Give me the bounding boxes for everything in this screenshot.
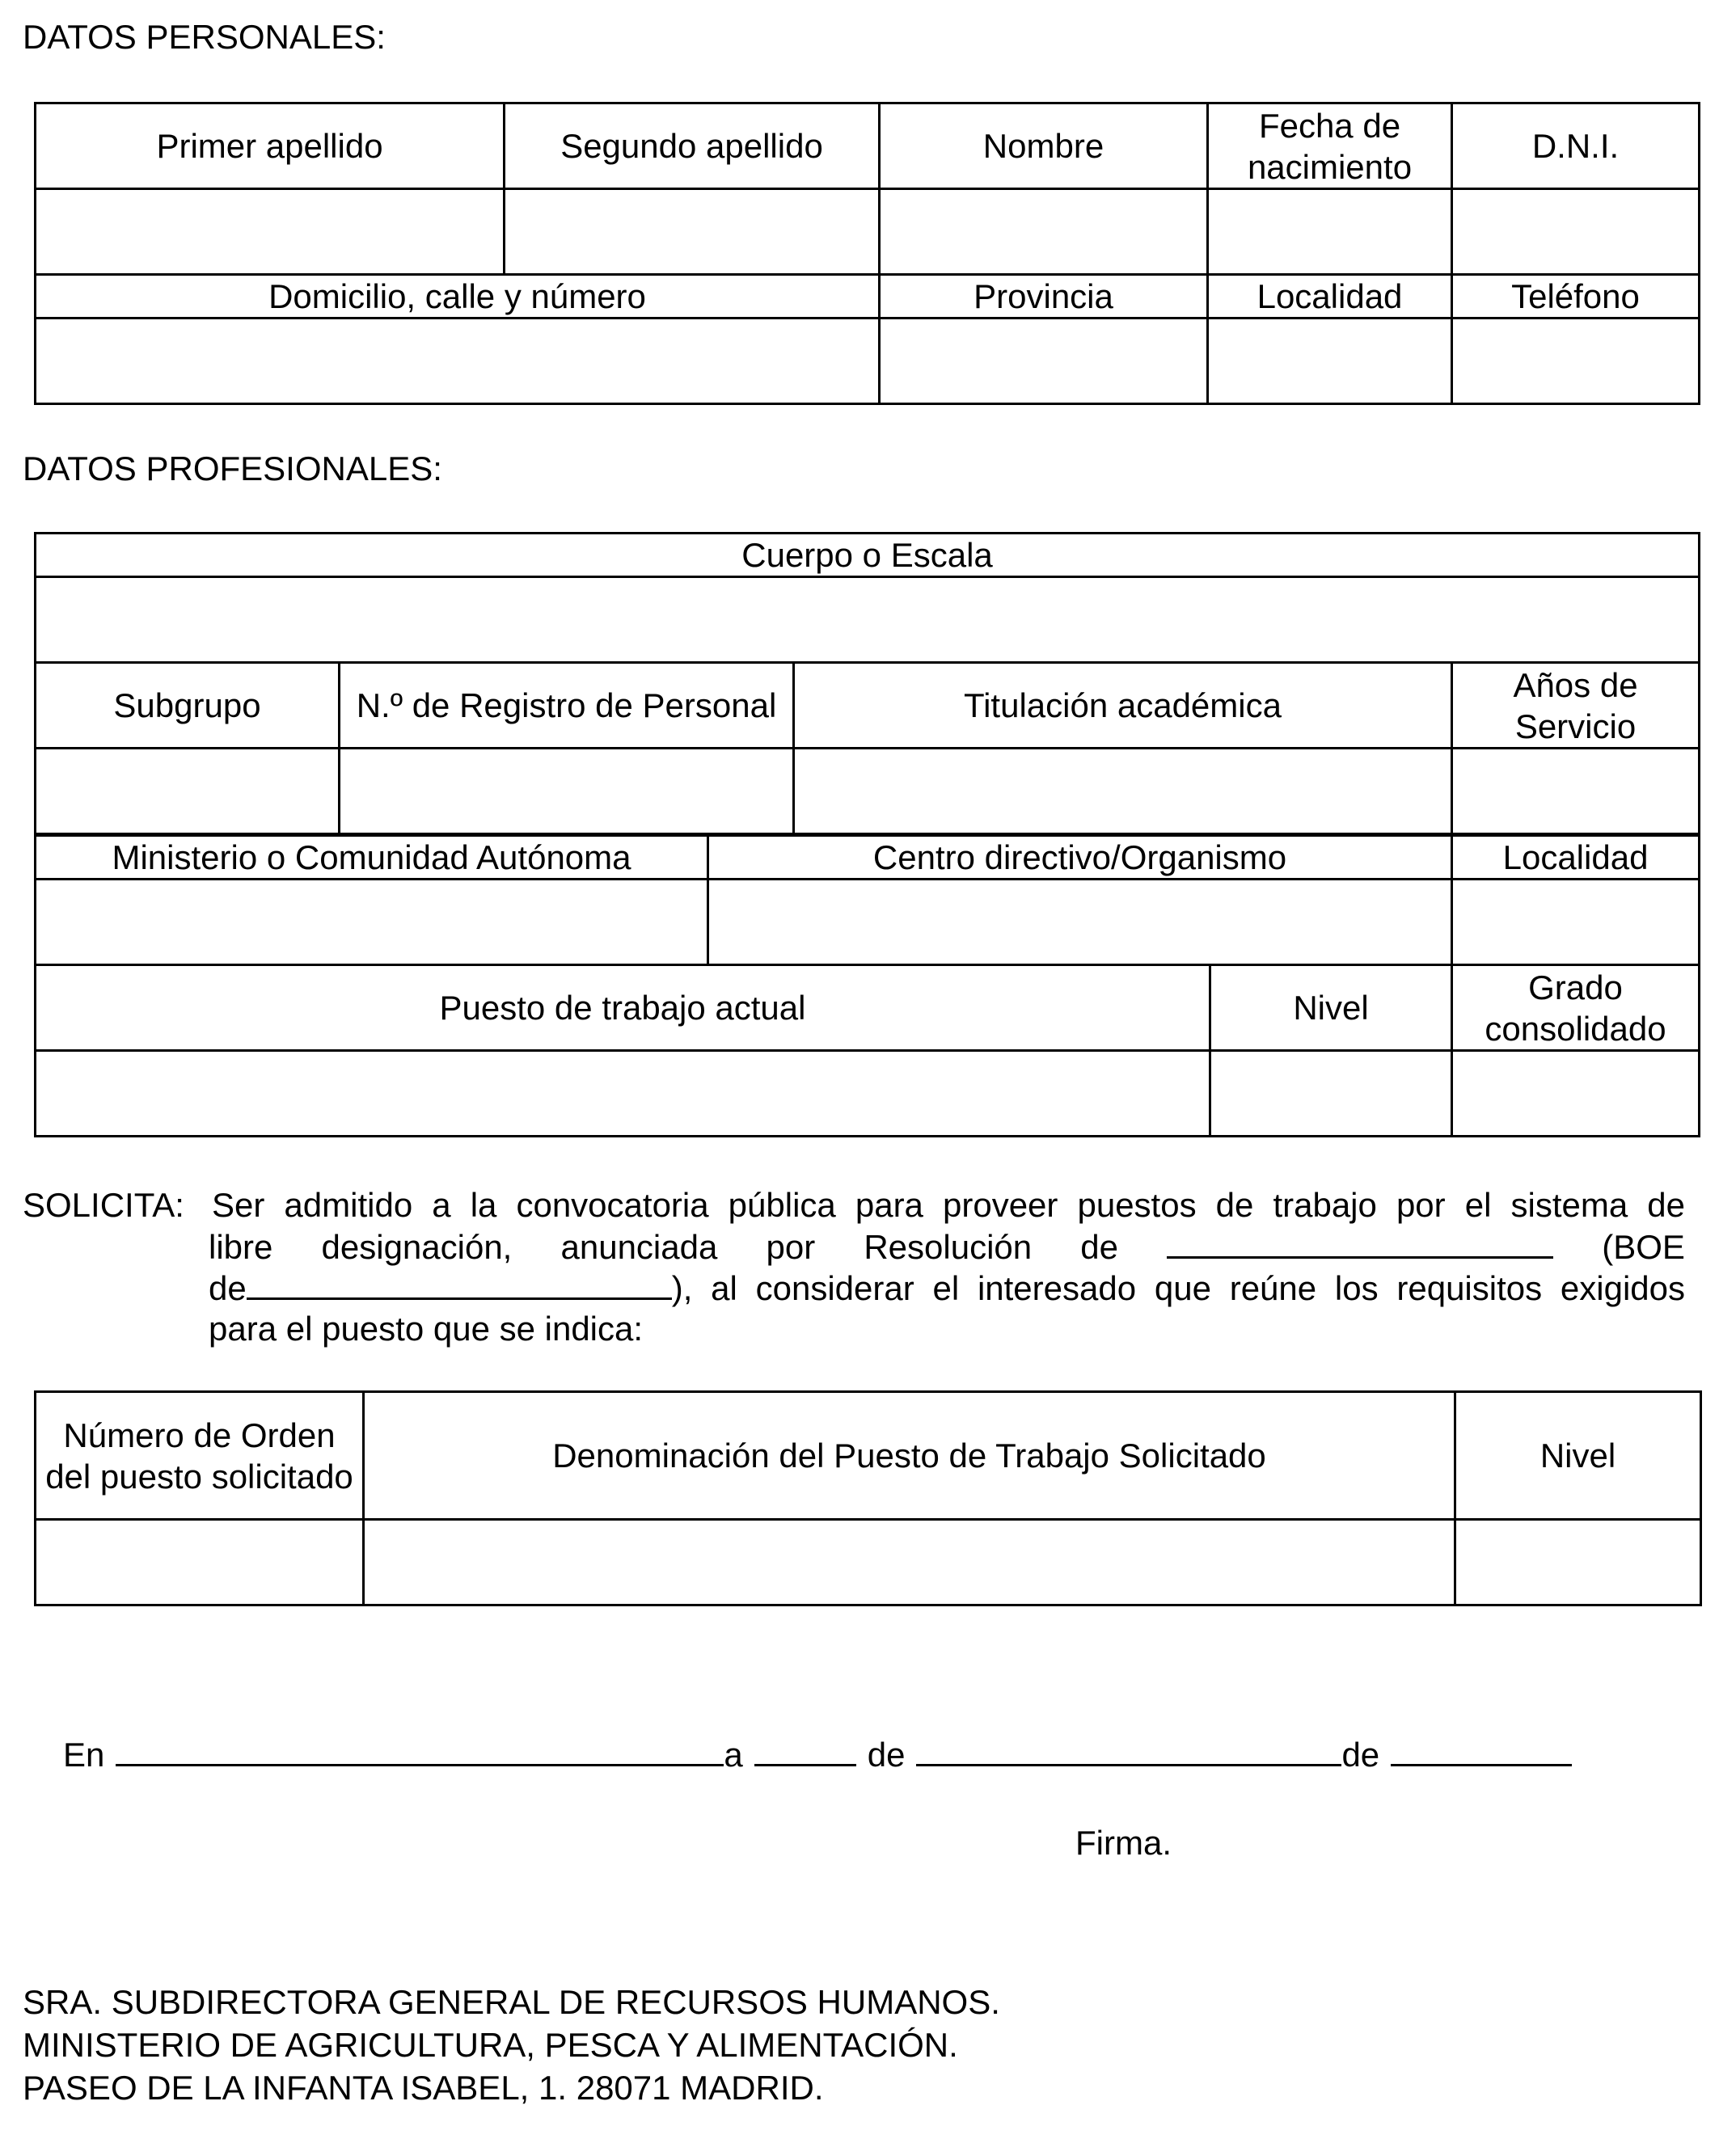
address-line-1: SRA. SUBDIRECTORA GENERAL DE RECURSOS HUMANOS. <box>23 1983 1000 2021</box>
input-ministerio[interactable] <box>36 880 708 965</box>
input-anos-servicio[interactable] <box>1452 749 1700 834</box>
solicita-word: libre <box>209 1228 273 1266</box>
professional-data-table <box>34 532 1700 835</box>
address-line-3: PASEO DE LA INFANTA ISABEL, 1. 28071 MADRID. <box>23 2069 824 2107</box>
input-puesto-actual[interactable] <box>36 1051 1210 1137</box>
input-dni[interactable] <box>1452 189 1700 275</box>
solicita-word: por <box>766 1228 816 1266</box>
resolucion-blank[interactable] <box>1167 1226 1553 1259</box>
solicita-word: (BOE <box>1602 1228 1685 1266</box>
place-blank[interactable] <box>116 1733 724 1766</box>
header-registro-personal: N.º de Registro de Personal <box>340 663 794 749</box>
de-label-2: de <box>1341 1736 1380 1774</box>
input-registro-personal[interactable] <box>340 749 794 834</box>
solicita-word: designación, <box>321 1228 513 1266</box>
signature-line <box>63 1733 1572 1775</box>
month-blank[interactable] <box>916 1733 1341 1766</box>
a-label: a <box>724 1736 743 1774</box>
header-primer-apellido: Primer apellido <box>36 103 505 189</box>
input-nivel-solicitado[interactable] <box>1455 1520 1701 1605</box>
boe-date-blank[interactable] <box>247 1267 672 1300</box>
header-provincia: Provincia <box>880 275 1208 319</box>
header-domicilio: Domicilio, calle y número <box>36 275 880 319</box>
input-primer-apellido[interactable] <box>36 189 505 275</box>
input-centro-directivo[interactable] <box>708 880 1452 965</box>
input-subgrupo[interactable] <box>36 749 340 834</box>
solicita-word: anunciada <box>560 1228 718 1266</box>
header-localidad: Localidad <box>1208 275 1452 319</box>
input-denominacion[interactable] <box>364 1520 1455 1605</box>
input-cuerpo-escala[interactable] <box>36 577 1700 663</box>
recipient-address <box>23 1981 1000 2109</box>
solicita-line-4: para el puesto que se indica: <box>209 1310 644 1348</box>
solicita-line-1: Ser admitido a la convocatoria pública para proveer puestos de trabajo por el sistema de <box>212 1186 1685 1224</box>
input-nivel-actual[interactable] <box>1210 1051 1452 1137</box>
solicita-text: ), al considerar el interesado que reúne los requisitos exigidos <box>671 1269 1685 1307</box>
header-centro-directivo: Centro directivo/Organismo <box>708 836 1452 880</box>
year-blank[interactable] <box>1391 1733 1572 1766</box>
request-table <box>34 1390 1702 1606</box>
de-label-1: de <box>867 1736 906 1774</box>
header-anos-servicio: Años de Servicio <box>1452 663 1700 749</box>
header-puesto-actual: Puesto de trabajo actual <box>36 965 1210 1051</box>
header-nivel-solicitado: Nivel <box>1455 1392 1701 1520</box>
input-localidad-prof[interactable] <box>1452 880 1700 965</box>
input-grado-consolidado[interactable] <box>1452 1051 1700 1137</box>
solicita-label: SOLICITA: <box>23 1186 184 1224</box>
input-localidad[interactable] <box>1208 319 1452 404</box>
solicita-word: de <box>209 1269 247 1307</box>
header-subgrupo: Subgrupo <box>36 663 340 749</box>
input-domicilio[interactable] <box>36 319 880 404</box>
en-label: En <box>63 1736 105 1774</box>
personal-data-table <box>34 102 1700 405</box>
solicita-word: Resolución <box>864 1228 1033 1266</box>
header-telefono: Teléfono <box>1452 275 1700 319</box>
input-telefono[interactable] <box>1452 319 1700 404</box>
header-numero-orden: Número de Orden del puesto solicitado <box>36 1392 364 1520</box>
header-segundo-apellido: Segundo apellido <box>505 103 880 189</box>
header-nombre: Nombre <box>880 103 1208 189</box>
header-nivel-actual: Nivel <box>1210 965 1452 1051</box>
header-localidad-prof: Localidad <box>1452 836 1700 880</box>
input-provincia[interactable] <box>880 319 1208 404</box>
header-titulacion: Titulación académica <box>794 663 1452 749</box>
header-denominacion: Denominación del Puesto de Trabajo Solicitado <box>364 1392 1455 1520</box>
section-heading-personal: DATOS PERSONALES: <box>23 18 386 56</box>
input-numero-orden[interactable] <box>36 1520 364 1605</box>
solicita-line-3 <box>209 1267 1685 1309</box>
input-titulacion[interactable] <box>794 749 1452 834</box>
professional-data-table-2 <box>34 834 1700 1137</box>
section-heading-professional: DATOS PROFESIONALES: <box>23 449 442 487</box>
firma-label: Firma. <box>1075 1824 1172 1862</box>
input-fecha-nacimiento[interactable] <box>1208 189 1452 275</box>
header-fecha-nacimiento: Fecha de nacimiento <box>1208 103 1452 189</box>
solicita-word: de <box>1080 1228 1118 1266</box>
address-line-2: MINISTERIO DE AGRICULTURA, PESCA Y ALIMENTACIÓN. <box>23 2026 958 2064</box>
header-cuerpo-escala: Cuerpo o Escala <box>36 534 1700 577</box>
header-dni: D.N.I. <box>1452 103 1700 189</box>
input-nombre[interactable] <box>880 189 1208 275</box>
input-segundo-apellido[interactable] <box>505 189 880 275</box>
solicita-line-2 <box>209 1226 1685 1268</box>
day-blank[interactable] <box>754 1733 856 1766</box>
header-ministerio: Ministerio o Comunidad Autónoma <box>36 836 708 880</box>
header-grado-consolidado: Grado consolidado <box>1452 965 1700 1051</box>
